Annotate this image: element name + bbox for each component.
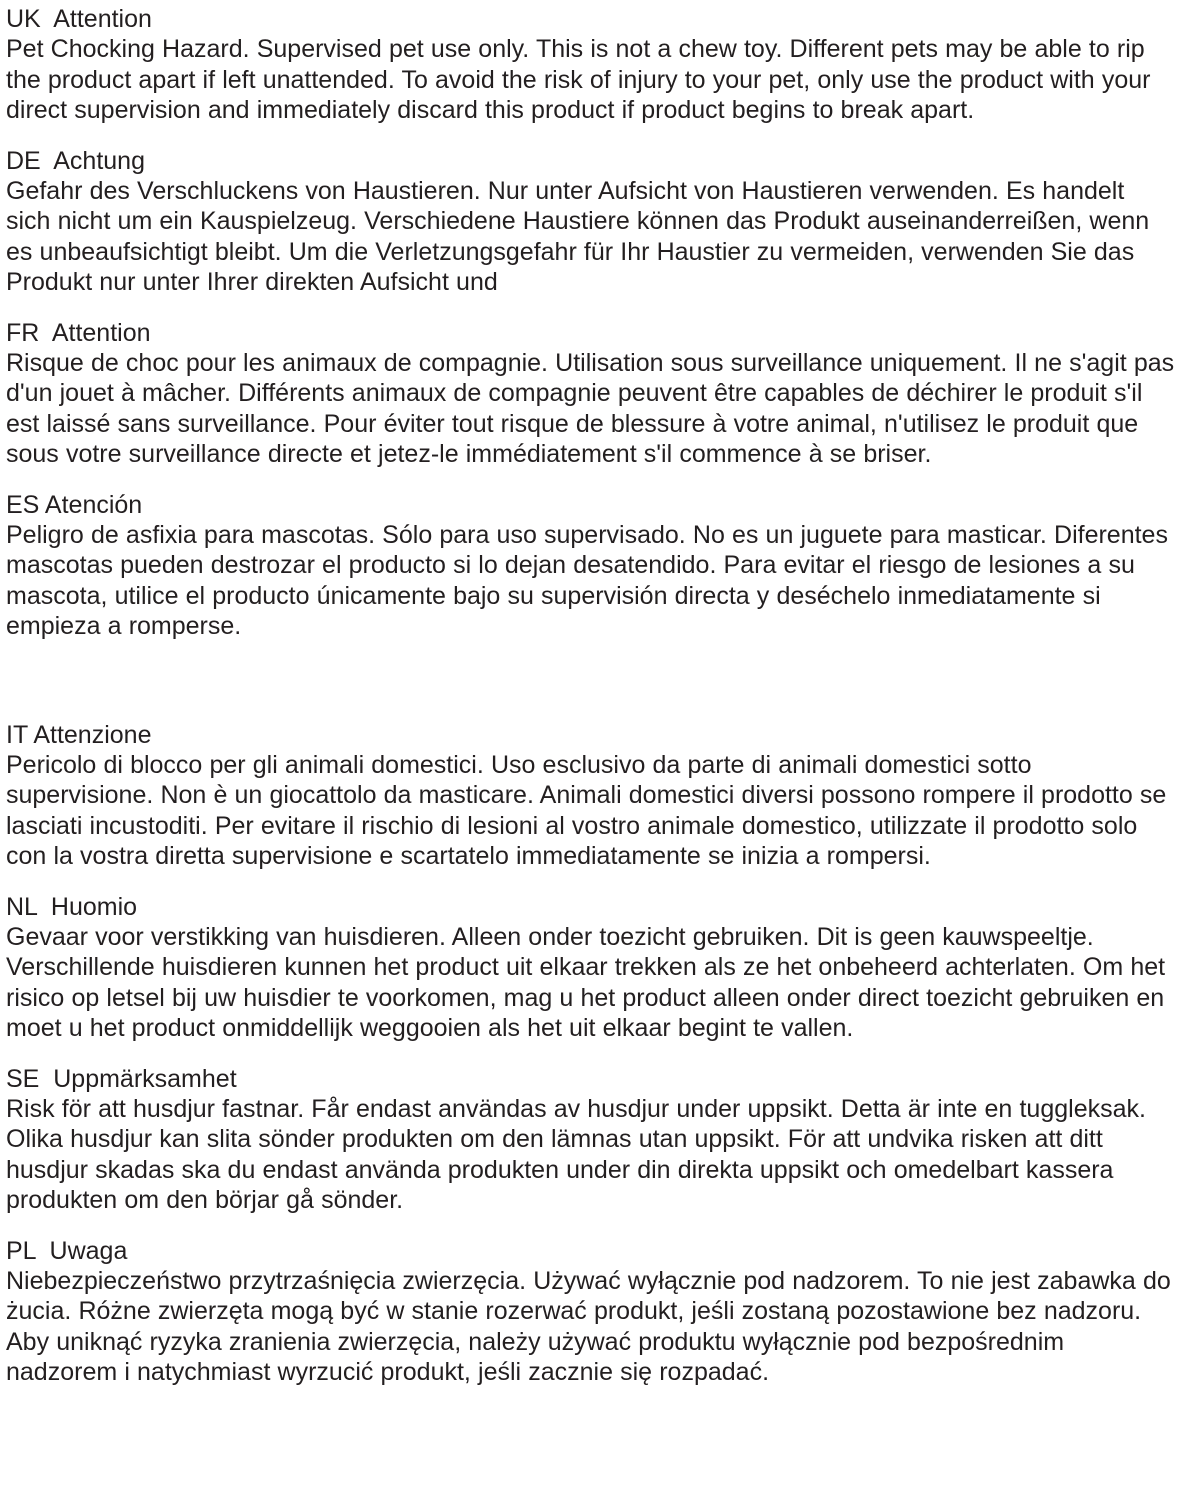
- section-heading-it: IT Attenzione: [6, 720, 152, 749]
- warning-section-fr: [6, 318, 1175, 470]
- warning-section-es: [6, 490, 1175, 642]
- section-body-pl: Niebezpieczeństwo przytrzaśnięcia zwierzęcia. Używać wyłącznie pod nadzorem. To nie jest zabawka do żucia. Różne zwierzęta mogą być w stanie rozerwać produkt, jeśli zostaną pozostawione bez nadzoru. Aby uniknąć ryzyka zranienia zwierzęcia, należy używać produktu wyłącznie pod bezpośrednim nadzorem i natychmiast wyrzucić produkt, jeśli zacznie się rozpadać.: [6, 1266, 1171, 1386]
- section-body-de: Gefahr des Verschluckens von Haustieren. Nur unter Aufsicht von Haustieren verwenden. Es handelt sich nicht um ein Kauspielzeug. Verschiedene Haustiere können das Produkt auseinanderreißen, wenn es unbeaufsichtigt bleibt. Um die Verletzungsgefahr für Ihr Haustier zu vermeiden, verwenden Sie das Produkt nur unter Ihrer direkten Aufsicht und: [6, 176, 1150, 296]
- section-body-uk: Pet Chocking Hazard. Supervised pet use only. This is not a chew toy. Different pets may be able to rip the product apart if left unattended. To avoid the risk of injury to your pet, only use the product with your direct supervision and immediately discard this product if product begins to break apart.: [6, 35, 1151, 124]
- warning-section-uk: [6, 4, 1175, 126]
- warning-section-it: [6, 720, 1175, 872]
- warning-section-nl: [6, 892, 1175, 1044]
- section-heading-de: DE Achtung: [6, 146, 145, 175]
- section-heading-uk: UK Attention: [6, 5, 152, 33]
- section-heading-pl: PL Uwaga: [6, 1236, 128, 1265]
- warning-section-pl: [6, 1236, 1175, 1388]
- section-heading-se: SE Uppmärksamhet: [6, 1064, 237, 1093]
- section-body-es: Peligro de asfixia para mascotas. Sólo para uso supervisado. No es un juguete para masticar. Diferentes mascotas pueden destrozar el producto si lo dejan desatendido. Para evitar el riesgo de lesiones a su mascota, utilice el producto únicamente bajo su supervisión directa y deséchelo inmediatamente si empieza a romperse.: [6, 520, 1168, 640]
- section-heading-nl: NL Huomio: [6, 892, 138, 921]
- section-body-fr: Risque de choc pour les animaux de compagnie. Utilisation sous surveillance uniquement. Il ne s'agit pas d'un jouet à mâcher. Différents animaux de compagnie peuvent être capables de déchirer le produit s'il est laissé sans surveillance. Pour éviter tout risque de blessure à votre animal, n'utilisez le produit que sous votre surveillance directe et jetez-le immédiatement s'il commence à se briser.: [6, 348, 1175, 468]
- section-body-nl: Gevaar voor verstikking van huisdieren. Alleen onder toezicht gebruiken. Dit is geen kauwspeeltje. Verschillende huisdieren kunnen het product uit elkaar trekken als ze het onbeheerd achterlaten. Om het risico op letsel bij uw huisdier te voorkomen, mag u het product alleen onder direct toezicht gebruiken en moet u het product onmiddellijk weggooien als het uit elkaar begint te vallen.: [6, 922, 1166, 1042]
- warning-section-se: [6, 1064, 1175, 1216]
- section-body-it: Pericolo di blocco per gli animali domestici. Uso esclusivo da parte di animali domestici sotto supervisione. Non è un giocattolo da masticare. Animali domestici diversi possono rompere il prodotto se lasciati incustoditi. Per evitare il rischio di lesioni al vostro animale domestico, utilizzate il prodotto solo con la vostra diretta supervisione e scartatelo immediatamente se inizia a rompersi.: [6, 750, 1167, 870]
- section-heading-fr: FR Attention: [6, 318, 151, 347]
- warning-section-de: [6, 146, 1175, 298]
- section-heading-es: ES Atención: [6, 490, 143, 519]
- section-body-se: Risk för att husdjur fastnar. Får endast användas av husdjur under uppsikt. Detta är inte en tuggleksak. Olika husdjur kan slita sönder produkten om den lämnas utan uppsikt. För att undvika risken att ditt husdjur skadas ska du endast använda produkten under din direkta uppsikt och omedelbart kassera produkten om den börjar gå sönder.: [6, 1094, 1146, 1214]
